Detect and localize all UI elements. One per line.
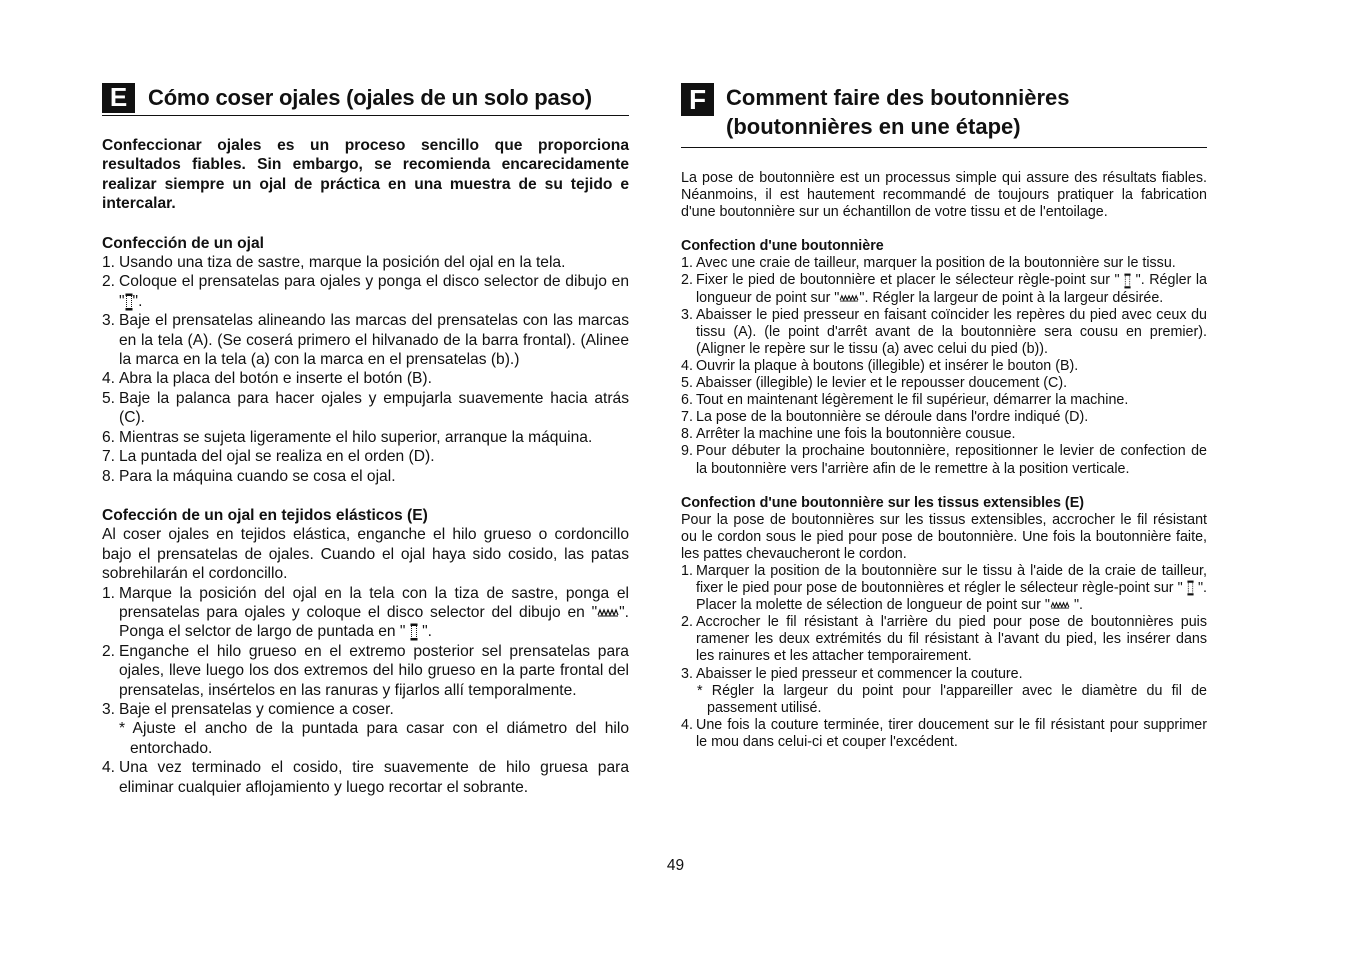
step-number: 1.: [681, 562, 693, 579]
step-number: 3.: [681, 306, 693, 323]
step-number: 3.: [681, 665, 693, 682]
step-text: Pour débuter la prochaine boutonnière, repositionner le levier de confection de la boutonnière vers l'arrière afin de le remettre à la position verticale.: [696, 443, 1207, 477]
step-text-part: ".: [1069, 597, 1084, 614]
section-e-sub2-heading: Cofección de un ojal en tejidos elásticos (E): [102, 506, 428, 524]
buttonhole-stitch-length-icon: [1050, 601, 1070, 609]
list-item: [681, 717, 1207, 751]
list-item: [102, 389, 629, 428]
step-number: 4.: [102, 759, 116, 777]
step-number: 4.: [681, 357, 693, 374]
step-text: Enganche el hilo grueso en el extremo posterior sel prensatelas para ojales, lleve luego los dos extremos del hilo grueso en la parte frontal del prensatelas, insértelos en las ranuras y fijarlos allí temporalmente.: [119, 642, 629, 699]
step-number: 6.: [102, 428, 116, 446]
section-f-sub1-heading: Confection d'une boutonnière: [681, 238, 884, 255]
step-number: 5.: [102, 389, 116, 407]
page-number: 49: [666, 857, 685, 874]
section-e-note: * Ajuste el ancho de la puntada para casar con el diámetro del hilo entorchado.: [119, 720, 629, 757]
list-item: [102, 700, 629, 719]
list-item: [102, 428, 629, 447]
step-text: [696, 563, 1207, 614]
list-item: [102, 311, 629, 369]
list-item: [681, 426, 1207, 443]
step-text: Una vez terminado el cosido, tire suavemente de hilo gruesa para eliminar cualquier aflojamiento y luego recortar el sobrante.: [119, 759, 629, 796]
step-number: 9.: [681, 443, 693, 460]
step-text: Avec une craie de tailleur, marquer la position de la boutonnière sur le tissu.: [696, 255, 1176, 272]
step-text-part: ". Placer la molette de sélection de longueur de point sur ": [696, 580, 1207, 614]
step-number: 7.: [102, 448, 116, 466]
buttonhole-pattern-icon: [1187, 580, 1194, 596]
list-item: [681, 614, 1207, 665]
step-text-part: Coloque el prensatelas para ojales y ponga el disco selector de dibujo en ": [119, 273, 629, 310]
list-item: [681, 409, 1207, 426]
step-text: Abra la placa del botón e inserte el botón (B).: [119, 370, 432, 388]
step-text-part: Marquer la position de la boutonnière sur le tissu à l'aide de la craie de tailleur, fixer le pied pour pose de boutonnières et régler le sélecteur règle-point sur ": [696, 562, 1207, 597]
step-text: [119, 584, 629, 642]
step-text: Ouvrir la plaque à boutons (illegible) et insérer le bouton (B).: [696, 357, 1079, 374]
list-item: [102, 467, 629, 486]
list-item: [681, 443, 1207, 477]
section-f-heading: [681, 80, 1207, 148]
step-number: 4.: [102, 370, 116, 388]
buttonhole-stitch-length-icon: [839, 294, 859, 302]
step-text: La puntada del ojal se realiza en el orden (D).: [119, 448, 435, 466]
step-text: Accrocher le fil résistant à l'arrière du pied pour pose de boutonnières puis ramener les deux extrémités du fil résistant à l'avant du pied, les insérer dans les rainures et les attacher temporairement.: [696, 614, 1207, 665]
step-text: Abaisser le pied presseur en faisant coïncider les repères du pied avec ceux du tissu (A). (le point d'arrêt avant de la boutonnière sera cousu en premier). (Aligner le repère sur le tissu (a) avec celui du pied (b)).: [696, 306, 1207, 357]
buttonhole-stitch-length-icon: [597, 608, 619, 617]
list-item: [102, 253, 629, 272]
step-text: Baje el prensatelas alineando las marcas del prensatelas con las marcas en la tela (A). (Se coserá primero el hilvanado de la barra frontal). (Alinee la marca en la tela (a) con la marca en el prensatelas (b).): [119, 312, 629, 369]
list-item: [681, 666, 1207, 683]
step-text: [119, 272, 629, 311]
step-number: 3.: [102, 312, 116, 330]
step-text-part: Fixer le pied de boutonnière et placer le sélecteur règle-point sur ": [696, 272, 1125, 289]
step-number: 7.: [681, 409, 693, 426]
step-text-part: ".: [132, 292, 143, 310]
step-number: 1.: [681, 255, 693, 272]
step-number: 5.: [681, 375, 693, 392]
step-number: 8.: [681, 426, 693, 443]
section-e-title: Cómo coser ojales (ojales de un solo paso): [148, 85, 592, 110]
step-number: 2.: [681, 272, 693, 289]
step-number: 4.: [681, 716, 693, 733]
list-item: [102, 642, 629, 700]
step-text: Mientras se sujeta ligeramente el hilo superior, arranque la máquina.: [119, 428, 593, 446]
step-number: 2.: [681, 614, 693, 631]
list-item: [681, 392, 1207, 409]
step-text: Para la máquina cuando se cosa el ojal.: [119, 467, 396, 485]
step-text-part: Marque la posición del ojal en la tela con la tiza de sastre, ponga el prensatelas para ojales y coloque el disco selector del dibujo en ": [119, 584, 629, 621]
section-f-note: * Régler la largeur du point pour l'appareiller avec le diamètre du fil de passement utilisé.: [697, 682, 1207, 716]
section-f-sub2-heading: Confection d'une boutonnière sur les tissus extensibles (E): [681, 494, 1084, 511]
list-item: [681, 307, 1207, 358]
section-e-heading: [102, 80, 629, 116]
section-e-intro: Confeccionar ojales es un proceso sencillo que proporciona resultados fiables. Sin embargo, se recomienda encarecidamente realizar siempre un ojal de práctica en una muestra de su tejido e intercalar.: [102, 137, 629, 213]
step-text-part: ".: [417, 623, 432, 641]
step-number: 1.: [102, 254, 116, 272]
step-number: 1.: [102, 584, 116, 602]
list-item: [681, 255, 1207, 272]
section-e: [102, 80, 629, 797]
step-text: Arrêter la machine une fois la boutonnière cousue.: [696, 426, 1016, 443]
section-e-sub2-steps-tail: [102, 758, 629, 797]
section-f-letter: F: [681, 83, 714, 116]
step-text: [696, 272, 1207, 306]
step-text-part: ". Régler la longueur de point sur ": [696, 272, 1207, 306]
section-e-sub2-intro: Al coser ojales en tejidos elástica, enganche el hilo grueso o cordoncillo bajo el prensatelas de ojales. Cuando el ojal haya sido cosido, las patas sobrehilarán el cordoncillo.: [102, 526, 629, 583]
list-item: [681, 375, 1207, 392]
list-item: [681, 272, 1207, 306]
step-text: Une fois la couture terminée, tirer doucement sur le fil résistant pour supprimer le mou dans celui-ci et couper l'excédent.: [696, 716, 1207, 750]
step-number: 2.: [102, 642, 116, 660]
section-f-intro: La pose de boutonnière est un processus simple qui assure des résultats fiables. Néanmoins, il est hautement recommandé de toujours pratiquer la fabrication d'une boutonnière sur un échantillon de votre tissu et de l'entoilage.: [681, 170, 1207, 221]
step-text: Baje la palanca para hacer ojales y empujarla suavemente hacia atrás (C).: [119, 389, 629, 427]
section-f: [681, 80, 1207, 751]
section-f-sub2-steps: [681, 563, 1207, 683]
step-text: La pose de la boutonnière se déroule dans l'ordre indiqué (D).: [696, 409, 1089, 426]
section-e-letter: E: [102, 83, 135, 113]
section-f-sub2-intro: Pour la pose de boutonnières sur les tissus extensibles, accrocher le fil résistant ou le cordon sous le pied pour pose de boutonnière. Une fois la boutonnière faite, les pattes chevaucheront le cordon.: [681, 511, 1207, 562]
list-item: [102, 272, 629, 311]
step-text-part: ". Ponga el selctor de largo de puntada en ": [119, 603, 629, 641]
list-item: [102, 758, 629, 797]
step-number: 6.: [681, 392, 693, 409]
step-number: 2.: [102, 273, 116, 291]
section-f-sub1-steps: [681, 255, 1207, 477]
step-text: Usando una tiza de sastre, marque la posición del ojal en la tela.: [119, 254, 566, 272]
section-f-title: Comment faire des boutonnières (boutonnières en une étape): [726, 85, 1070, 139]
list-item: [102, 369, 629, 388]
list-item: [102, 447, 629, 466]
section-e-sub1-heading: Confección de un ojal: [102, 234, 265, 252]
list-item: [681, 358, 1207, 375]
step-number: 3.: [102, 700, 116, 718]
buttonhole-pattern-icon: [125, 293, 133, 311]
section-f-sub2-steps-tail: [681, 717, 1207, 751]
step-text: Baje el prensatelas y comience a coser.: [119, 700, 394, 718]
step-number: 8.: [102, 467, 116, 485]
step-text-part: ". Régler la largeur de point à la largeur désirée.: [859, 289, 1164, 306]
list-item: [681, 563, 1207, 614]
buttonhole-pattern-icon: [410, 623, 418, 641]
section-e-sub2-steps: [102, 584, 629, 720]
step-text: Abaisser le pied presseur et commencer la couture.: [696, 665, 1023, 682]
section-e-sub1-steps: [102, 253, 629, 486]
step-text: Tout en maintenant légèrement le fil supérieur, démarrer la machine.: [696, 392, 1129, 409]
step-text: Abaisser (illegible) le levier et le repousser doucement (C).: [696, 375, 1068, 392]
list-item: [102, 584, 629, 642]
